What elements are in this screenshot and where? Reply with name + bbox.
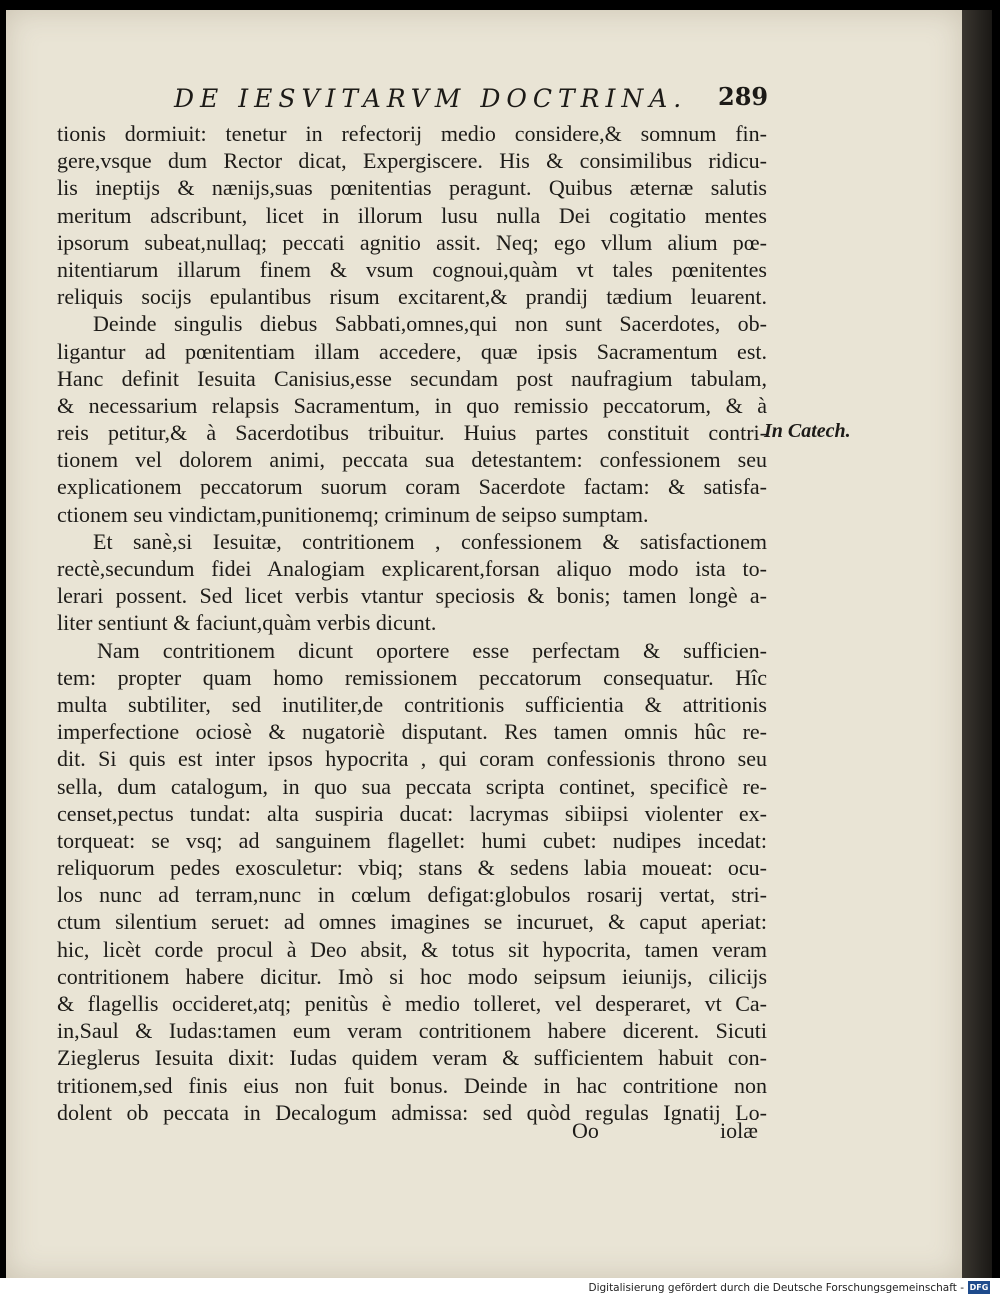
text-line: ipsorum subeat,nullaq; peccati agnitio assit. Neq; ego vllum alium pœ- <box>57 229 767 255</box>
text-line: tionem vel dolorem animi, peccata sua detestantem: confessionem seu <box>57 447 767 473</box>
text-line: nitentiarum illarum finem & vsum cognoui,quàm vt tales pœnitentes <box>57 256 767 282</box>
text-line: multa subtiliter, sed inutiliter,de contritionis sufficientia & attritionis <box>57 691 767 717</box>
text-line: Deinde singulis diebus Sabbati,omnes,qui non sunt Sacerdotes, ob- <box>93 311 767 337</box>
text-line: tionis dormiuit: tenetur in refectorij medio considere,& somnum fin- <box>57 121 767 146</box>
text-line: reliquis socijs epulantibus risum excitarent,& prandij tædium leuarent. <box>57 284 767 310</box>
text-line: imperfectione ociosè & nugatoriè disputant. Res tamen omnis hûc re- <box>57 719 767 745</box>
running-title: DE IESVITARVM DOCTRINA. <box>174 84 688 113</box>
body-text <box>57 120 767 1126</box>
text-line: tritionem,sed finis eius non fuit bonus. Deinde in hac contritione non <box>57 1072 767 1098</box>
dfg-logo-icon: DFG <box>969 1283 989 1292</box>
text-line: hic, licèt corde procul à Deo absit, & totus sit hypocrita, tamen veram <box>57 936 767 962</box>
text-line: contritionem habere dicitur. Imò si hoc modo seipsum ieiunijs, cilicijs <box>57 963 767 989</box>
text-line: liter sentiunt & faciunt,quàm verbis dicunt. <box>57 610 437 636</box>
text-line: ctum silentium seruet: ad omnes imagines se incuruet, & caput aperiat: <box>57 909 767 935</box>
margin-note: In Catech. <box>764 420 851 442</box>
text-line: meritum adscribunt, licet in illorum lusu nulla Dei cogitatio mentes <box>57 202 767 228</box>
text-line: explicationem peccatorum suorum coram Sacerdote factam: & satisfa- <box>57 474 767 500</box>
book-page <box>6 10 962 1278</box>
text-line: dit. Si quis est inter ipsos hypocrita , qui coram confessionis throno seu <box>57 746 767 772</box>
text-line: rectè,secundum fidei Analogiam explicarent,forsan aliquo modo ista to- <box>57 556 767 581</box>
text-line: torqueat: se vsq; ad sanguinem flagellet: humi cubet: nudipes incedat: <box>57 827 767 853</box>
text-line: Nam contritionem dicunt oportere esse perfectam & sufficien- <box>97 637 767 663</box>
text-line: sella, dum catalogum, in quo sua peccata scripta continet, specificè re- <box>57 773 767 799</box>
page-header <box>6 84 962 124</box>
text-line: & necessarium relapsis Sacramentum, in quo remissio peccatorum, & à <box>57 392 767 418</box>
text-line: Hanc definit Iesuita Canisius,esse secundam post naufragium tabulam, <box>57 365 767 391</box>
digitization-footer <box>0 1278 1000 1300</box>
text-line: Et sanè,si Iesuitæ, contritionem , confessionem & satisfactionem <box>93 528 767 554</box>
text-line: lis ineptijs & nænijs,suas pœnitentias peragunt. Quibus æternæ salutis <box>57 175 767 201</box>
text-line: ligantur ad pœnitentiam illam accedere, quæ ipsis Sacramentum est. <box>57 338 767 364</box>
text-line: dolent ob peccata in Decalogum admissa: sed quòd regulas Ignatij Lo- <box>57 1099 767 1125</box>
text-line: Zieglerus Iesuita dixit: Iudas quidem veram & sufficientem habuit con- <box>57 1045 767 1071</box>
signature-mark: Oo <box>572 1118 599 1143</box>
text-line: & flagellis occideret,atq; penitùs è medio tolleret, vel desperaret, vt Ca- <box>57 991 767 1016</box>
catchword: iolæ <box>720 1118 758 1143</box>
page-edge <box>962 10 992 1278</box>
text-line: tem: propter quam homo remissionem peccatorum consequatur. Hîc <box>57 664 767 690</box>
text-line: ctionem seu vindictam,punitionemq; criminum de seipso sumptam. <box>57 501 649 527</box>
text-line: gere,vsque dum Rector dicat, Expergiscere. His & consimilibus ridicu- <box>57 148 767 174</box>
text-line: censet,pectus tundat: alta suspiria ducat: lacrymas sibiipsi violenter ex- <box>57 800 767 826</box>
text-line: in,Saul & Iudas:tamen eum veram contritionem habere dicerent. Sicuti <box>57 1018 767 1044</box>
funding-credit: Digitalisierung gefördert durch die Deutsche Forschungsgemeinschaft - <box>588 1282 964 1294</box>
text-line: los nunc ad terram,nunc in cœlum defigat:globulos rosarij vertat, stri- <box>57 882 767 908</box>
text-line: reliquorum pedes exosculetur: vbiq; stans & sedens labia moueat: ocu- <box>57 855 767 881</box>
text-line: reis petitur,& à Sacerdotibus tribuitur. Huius partes constituit contri- <box>57 420 767 446</box>
text-line: lerari possent. Sed licet verbis vtantur speciosis & bonis; tamen longè a- <box>57 583 767 609</box>
catchwords <box>6 1118 962 1148</box>
page-number: 289 <box>718 82 769 111</box>
